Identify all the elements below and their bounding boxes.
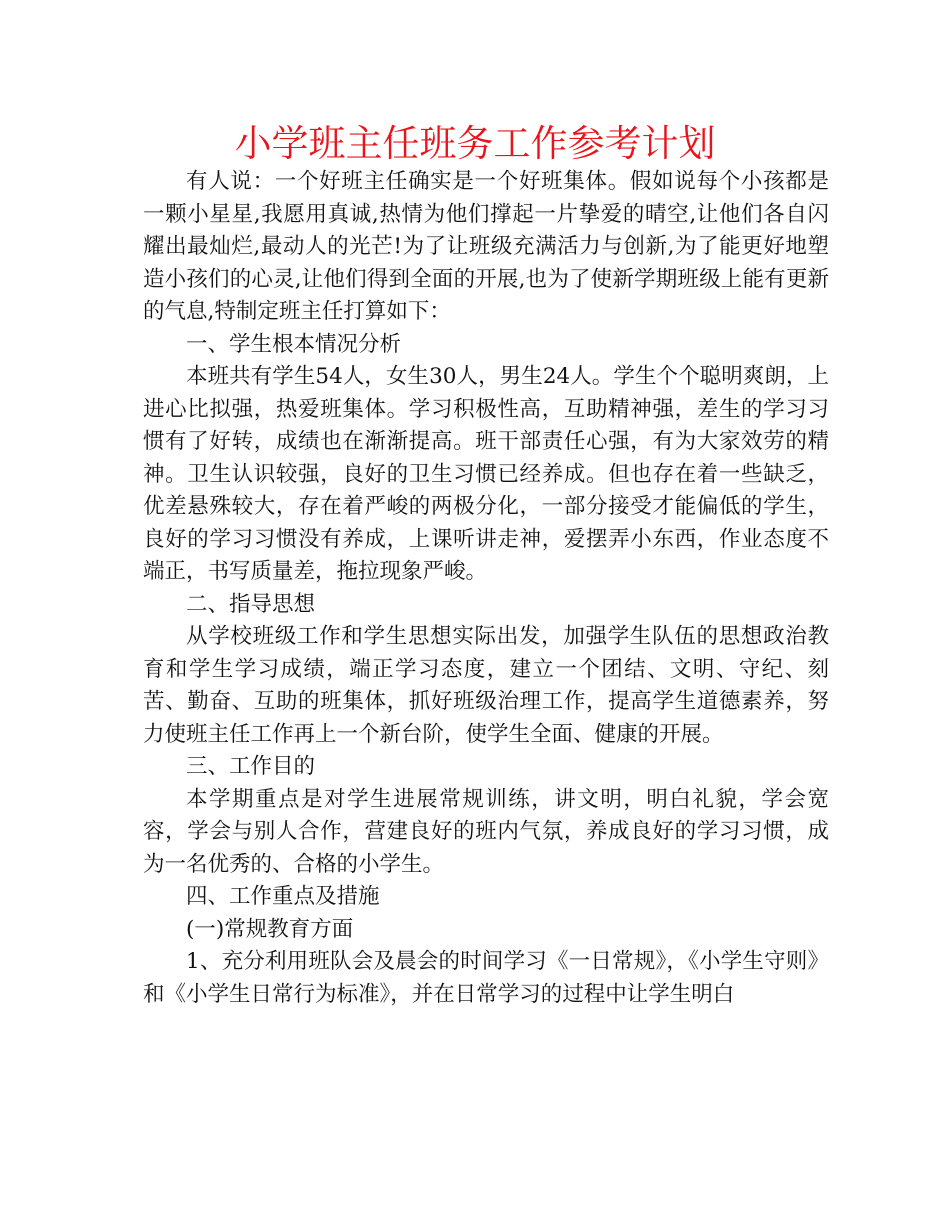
intro-paragraph: 有人说：一个好班主任确实是一个好班集体。假如说每个小孩都是一颗小星星,我愿用真诚,热情为他们撑起一片挚爱的晴空,让他们各自闪耀出最灿烂,最动人的光芒!为了让班级充满活力与创新,为了能更好地塑造小孩们的心灵,让他们得到全面的开展,也为了使新学期班级上能有更新的气息,特制定班主任打算如下：	[143, 169, 829, 324]
section-heading-3: 三、工作目的	[186, 754, 316, 779]
section-heading-1: 一、学生根本情况分析	[186, 331, 402, 357]
work-goal-paragraph: 本学期重点是对学生进展常规训练，讲文明，明白礼貌，学会宽容，学会与别人合作，营建良好的班内气氛，养成良好的学习习惯，成为一名优秀的、合格的小学生。	[143, 786, 829, 877]
guiding-ideology-paragraph: 从学校班级工作和学生思想实际出发，加强学生队伍的思想政治教育和学生学习成绩，端正学习态度，建立一个团结、文明、守纪、刻苦、勤奋、互助的班集体，抓好班级治理工作，提高学生道德素养，努力使班主任工作再上一个新台阶，使学生全面、健康的开展。	[143, 624, 829, 747]
student-analysis-paragraph: 本班共有学生54人，女生30人，男生24人。学生个个聪明爽朗，上进心比拟强，热爱班集体。学习积极性高，互助精神强，差生的学习习惯有了好转，成绩也在渐渐提高。班干部责任心强，有为大家效劳的精神。卫生认识较强，良好的卫生习惯已经养成。但也存在着一些缺乏，优差悬殊较大，存在着严峻的两极分化，一部分接受才能偏低的学生，良好的学习习惯没有养成，上课听讲走神，爱摆弄小东西，作业态度不端正，书写质量差，拖拉现象严峻。	[143, 364, 829, 584]
section-heading-2: 二、指导思想	[186, 591, 316, 617]
document-title: 小学班主任班务工作参考计划	[234, 122, 716, 165]
document-body	[143, 166, 829, 1011]
section-heading-4: 四、工作重点及措施	[186, 884, 380, 909]
measure-item-1: 1、充分利用班队会及晨会的时间学习《一日常规》，《小学生守则》和《小学生日常行为标准》，并在日常学习的过程中让学生明白	[143, 949, 829, 1007]
subsection-heading-1: (一)常规教育方面	[186, 916, 354, 942]
